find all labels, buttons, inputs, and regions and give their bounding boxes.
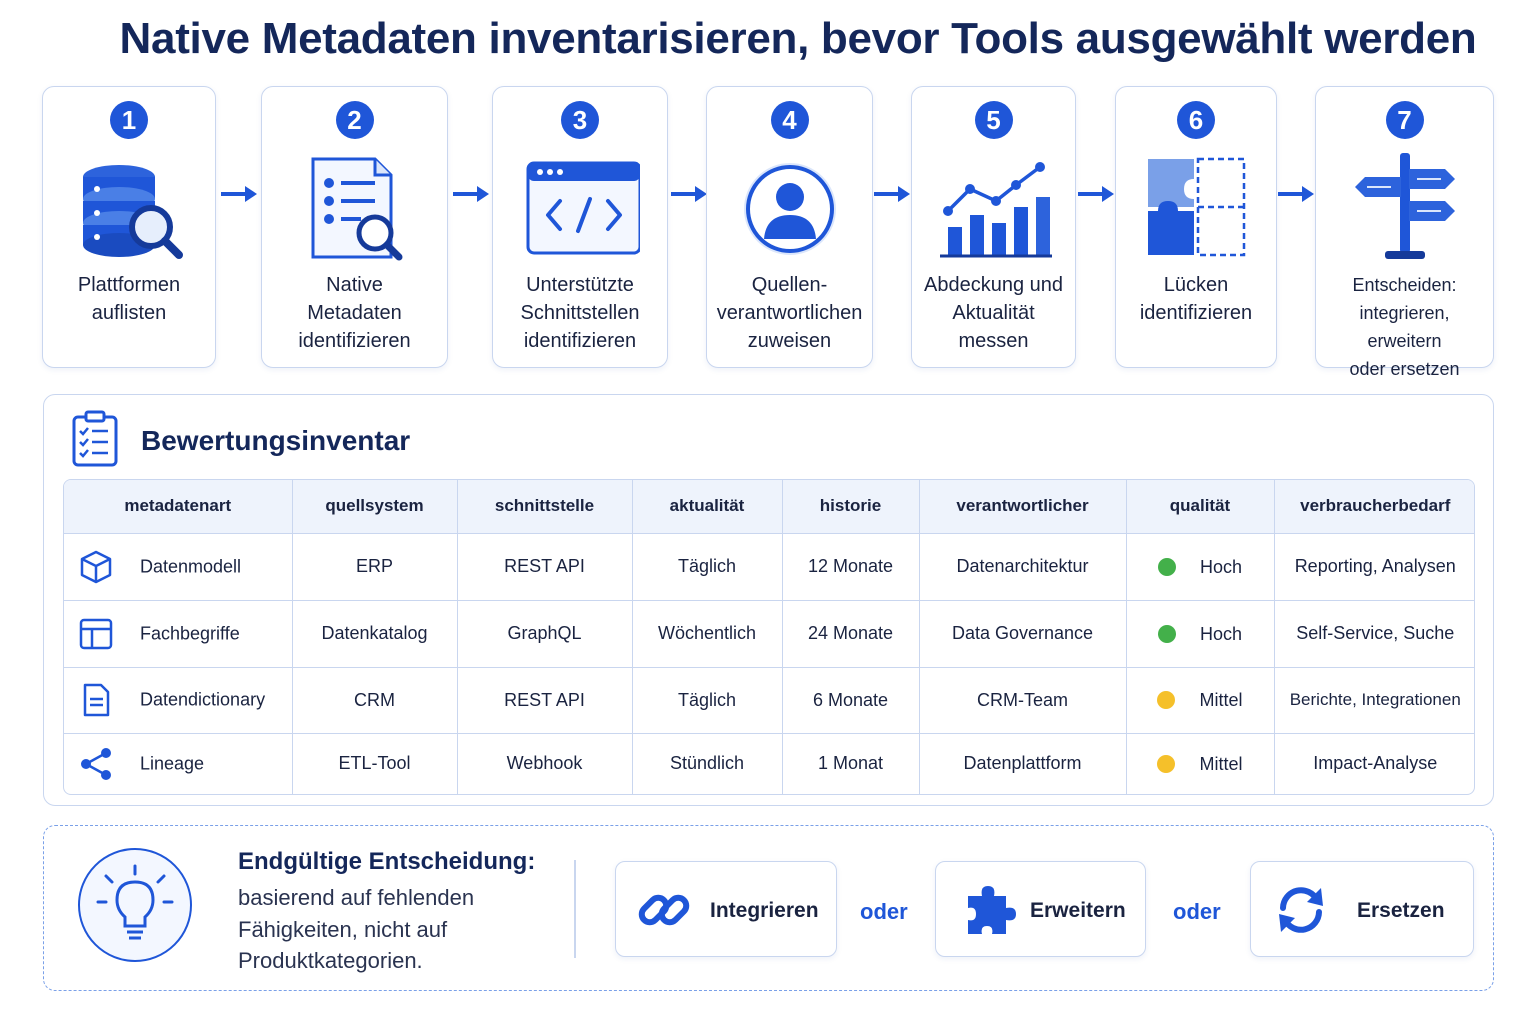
option-ersetzen <box>1250 861 1474 957</box>
step-label: Abdeckung und Aktualität messen <box>923 274 1063 352</box>
option-label: Ersetzen <box>1357 899 1445 922</box>
table-cell: REST API <box>457 533 632 600</box>
table-cell: Data Governance <box>919 600 1126 667</box>
quality-label: Hoch <box>1199 623 1243 644</box>
or-separator: oder <box>860 899 908 924</box>
option-label: Integrieren <box>710 899 819 922</box>
table-cell: Datenarchitektur <box>919 533 1126 600</box>
table-cell <box>1126 533 1274 600</box>
share-nodes-icon <box>78 746 114 782</box>
table-cell: Wöchentlich <box>632 600 782 667</box>
arrow-right-icon <box>669 182 709 206</box>
step-label: Entscheiden: integrieren, erweitern oder ersetzen <box>1349 275 1460 379</box>
table-header-row <box>64 480 1475 533</box>
table-cell: GraphQL <box>457 600 632 667</box>
table-cell: Self-Service, Suche <box>1274 600 1475 667</box>
table-cell: 12 Monate <box>782 533 919 600</box>
database-search-icon <box>69 149 189 269</box>
refresh-icon <box>1273 882 1329 938</box>
or-separator: oder <box>1173 899 1221 924</box>
puzzle-gap-icon <box>1136 149 1256 269</box>
table-cell: Impact-Analyse <box>1313 753 1438 774</box>
quality-medium-dot <box>1157 755 1175 773</box>
table-cell: REST API <box>457 667 632 733</box>
table-cell: Datenplattform <box>919 733 1126 794</box>
document-icon <box>78 682 114 718</box>
step-label: Lücken identifizieren <box>1139 274 1253 324</box>
page-title: Native Metadaten inventarisieren, bevor Tools ausgewählt werden <box>119 14 1477 63</box>
cube-icon <box>78 549 114 585</box>
option-erweitern <box>935 861 1146 957</box>
column-header: quellsystem <box>292 480 457 533</box>
table-cell: ERP <box>292 533 457 600</box>
inventory-panel <box>43 394 1494 806</box>
table-cell <box>1126 733 1274 794</box>
inventory-table <box>63 479 1475 795</box>
bar-line-chart-icon <box>934 149 1054 269</box>
step-number: 1 <box>110 101 148 139</box>
quality-high-dot <box>1158 558 1176 576</box>
arrow-right-icon <box>1076 182 1116 206</box>
step-number: 6 <box>1177 101 1215 139</box>
option-label: Erweitern <box>1030 899 1126 922</box>
quality-label: Hoch <box>1199 556 1243 577</box>
column-header: aktualität <box>632 480 782 533</box>
arrow-right-icon <box>219 182 259 206</box>
column-header: verbraucherbedarf <box>1274 480 1475 533</box>
link-icon <box>636 882 692 938</box>
table-cell: CRM <box>292 667 457 733</box>
table-cell: Reporting, Analysen <box>1274 533 1475 600</box>
decision-text: basierend auf fehlenden Fähigkeiten, nicht auf Produktkategorien. <box>238 885 475 973</box>
table-cell <box>1126 667 1274 733</box>
step-4 <box>706 86 873 368</box>
column-header: qualität <box>1126 480 1274 533</box>
quality-label: Mittel <box>1199 753 1243 774</box>
step-number: 4 <box>771 101 809 139</box>
inventory-title: Bewertungsinventar <box>141 425 411 456</box>
column-header: historie <box>782 480 919 533</box>
table-cell <box>64 533 292 600</box>
step-7 <box>1315 86 1494 379</box>
code-window-icon <box>520 149 640 269</box>
table-row <box>64 667 1475 733</box>
metadata-type: Lineage <box>140 753 205 774</box>
table-cell <box>64 733 292 794</box>
table-cell: Webhook <box>457 733 632 794</box>
step-label: Plattformen auflisten <box>77 274 181 324</box>
metadata-type: Fachbegriffe <box>140 623 240 643</box>
clipboard-checklist-icon <box>70 409 120 467</box>
table-cell: Berichte, Integrationen <box>1274 667 1475 733</box>
decision-panel <box>43 825 1494 991</box>
step-2 <box>261 86 448 368</box>
column-header: schnittstelle <box>457 480 632 533</box>
signpost-icon <box>1345 149 1465 269</box>
document-search-icon <box>295 149 415 269</box>
table-icon <box>78 616 114 652</box>
table-cell: 1 Monat <box>782 733 919 794</box>
step-label: Native Metadaten identifizieren <box>298 274 411 352</box>
step-number: 2 <box>336 101 374 139</box>
quality-label: Mittel <box>1199 689 1243 710</box>
table-cell: ETL-Tool <box>292 733 457 794</box>
step-5 <box>911 86 1076 368</box>
table-row <box>64 533 1475 600</box>
table-cell: Stündlich <box>632 733 782 794</box>
column-header: metadatenart <box>64 480 292 533</box>
decision-title: Endgültige Entscheidung: <box>238 848 536 875</box>
metadata-type: Datenmodell <box>140 556 242 576</box>
divider <box>574 860 576 958</box>
step-label: Quellen- verantwortlichen zuweisen <box>716 274 863 352</box>
step-6 <box>1115 86 1277 368</box>
table-cell: 6 Monate <box>782 667 919 733</box>
arrow-right-icon <box>1276 182 1316 206</box>
table-cell <box>1126 600 1274 667</box>
step-number: 3 <box>561 101 599 139</box>
arrow-right-icon <box>451 182 491 206</box>
table-cell: 24 Monate <box>782 600 919 667</box>
column-header: verantwortlicher <box>919 480 1126 533</box>
lightbulb-icon <box>76 846 194 964</box>
quality-high-dot <box>1158 625 1176 643</box>
puzzle-piece-icon <box>962 882 1018 938</box>
table-cell <box>64 600 292 667</box>
step-label: Unterstützte Schnittstellen identifizieren <box>520 274 640 352</box>
table-row <box>64 733 1475 794</box>
table-row <box>64 600 1475 667</box>
metadata-type: Datendictionary <box>140 689 266 710</box>
table-cell: Täglich <box>632 533 782 600</box>
table-cell: CRM-Team <box>919 667 1126 733</box>
option-integrieren <box>615 861 837 957</box>
table-cell <box>64 667 292 733</box>
user-icon <box>730 149 850 269</box>
table-cell: Täglich <box>632 667 782 733</box>
step-1 <box>42 86 216 368</box>
arrow-right-icon <box>872 182 912 206</box>
step-3 <box>492 86 668 368</box>
step-number: 7 <box>1386 101 1424 139</box>
table-cell: Datenkatalog <box>292 600 457 667</box>
step-number: 5 <box>975 101 1013 139</box>
quality-medium-dot <box>1157 691 1175 709</box>
